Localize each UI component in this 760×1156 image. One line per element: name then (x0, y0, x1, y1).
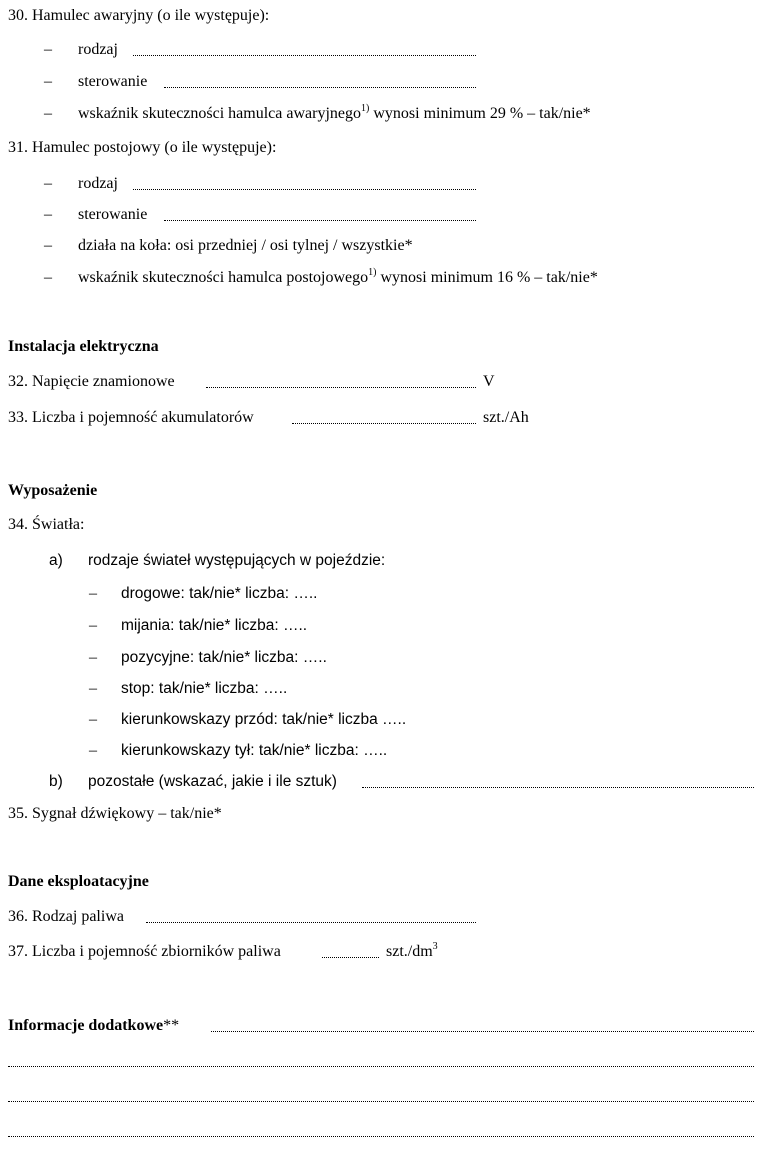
item-32-label: 32. Napięcie znamionowe (8, 373, 175, 390)
heading-instalacja: Instalacja elektryczna (8, 338, 159, 355)
light-mijania: mijania: tak/nie* liczba: ….. (121, 617, 308, 634)
light-drogowe: drogowe: tak/nie* liczba: ….. (121, 585, 318, 602)
item-33-field[interactable] (292, 423, 476, 424)
dash-bullet: – (44, 41, 52, 58)
info-line-2[interactable] (8, 1066, 754, 1067)
item-34a-label: a) (49, 552, 63, 569)
footnote-ref: 1) (368, 266, 377, 278)
heading-eksploatacja: Dane eksploatacyjne (8, 873, 149, 890)
item-32-unit: V (483, 373, 495, 390)
dash-bullet: – (44, 73, 52, 90)
item-34-label: 34. Światła: (8, 516, 85, 533)
info-line-3[interactable] (8, 1101, 754, 1102)
dash-bullet: – (44, 237, 52, 254)
footnote-ref: 1) (361, 102, 370, 114)
light-pozycyjne: pozycyjne: tak/nie* liczba: ….. (121, 649, 327, 666)
item-33-unit: szt./Ah (483, 409, 529, 426)
dash-bullet: – (89, 649, 97, 666)
item-32-field[interactable] (206, 387, 476, 388)
item-34b-label: b) (49, 773, 63, 790)
item-31-sterowanie-label: sterowanie (78, 206, 148, 223)
item-35-label: 35. Sygnał dźwiękowy – tak/nie* (8, 805, 222, 822)
item-34b-text: pozostałe (wskazać, jakie i ile sztuk) (88, 773, 337, 790)
item-31-rodzaj-field[interactable] (133, 189, 476, 190)
dash-bullet: – (44, 269, 52, 286)
item-36-field[interactable] (146, 922, 476, 923)
dash-bullet: – (89, 680, 97, 697)
item-34b-field[interactable] (362, 787, 754, 788)
light-stop: stop: tak/nie* liczba: ….. (121, 680, 288, 697)
superscript-3: 3 (432, 940, 438, 952)
item-36-label: 36. Rodzaj paliwa (8, 908, 124, 925)
item-31-wskaznik (78, 268, 598, 288)
item-34a-text: rodzaje świateł występujących w pojeździe: (88, 552, 386, 569)
item-31-wskaznik-text: wskaźnik skuteczności hamulca postojowego (78, 269, 369, 286)
item-31-dziala: działa na koła: osi przedniej / osi tylnej / wszystkie* (78, 237, 413, 254)
info-line-4[interactable] (8, 1136, 754, 1137)
item-33-label: 33. Liczba i pojemność akumulatorów (8, 409, 254, 426)
item-30-wskaznik (78, 104, 591, 124)
light-kierunkowskazy-tyl: kierunkowskazy tył: tak/nie* liczba: ….. (121, 742, 388, 759)
item-31-wskaznik-rest: wynosi minimum 16 % – tak/nie* (376, 269, 598, 286)
heading-informacje-text: Informacje dodatkowe (8, 1017, 164, 1034)
heading-wyposazenie: Wyposażenie (8, 482, 98, 499)
item-37-field[interactable] (322, 957, 379, 958)
item-30-rodzaj-label: rodzaj (78, 41, 118, 58)
dash-bullet: – (89, 742, 97, 759)
info-line-1[interactable] (211, 1031, 754, 1032)
dash-bullet: – (89, 585, 97, 602)
item-30-sterowanie-field[interactable] (164, 87, 476, 88)
heading-informacje (8, 1016, 179, 1036)
dash-bullet: – (44, 175, 52, 192)
light-kierunkowskazy-przod: kierunkowskazy przód: tak/nie* liczba ….. (121, 711, 407, 728)
item-30-wskaznik-rest: wynosi minimum 29 % – tak/nie* (369, 105, 591, 122)
item-30-rodzaj-field[interactable] (133, 55, 476, 56)
item-31-rodzaj-label: rodzaj (78, 175, 118, 192)
item-30-title: 30. Hamulec awaryjny (o ile występuje): (8, 7, 270, 24)
item-31-sterowanie-field[interactable] (164, 220, 476, 221)
item-30-wskaznik-text: wskaźnik skuteczności hamulca awaryjnego (78, 105, 362, 122)
item-37-unit (386, 942, 438, 962)
item-30-sterowanie-label: sterowanie (78, 73, 148, 90)
dash-bullet: – (89, 711, 97, 728)
dash-bullet: – (44, 206, 52, 223)
dash-bullet: – (89, 617, 97, 634)
dash-bullet: – (44, 105, 52, 122)
heading-informacje-stars: ** (163, 1017, 180, 1034)
item-31-title: 31. Hamulec postojowy (o ile występuje): (8, 139, 277, 156)
item-37-unit-text: szt./dm (386, 943, 433, 960)
item-37-label: 37. Liczba i pojemność zbiorników paliwa (8, 943, 281, 960)
